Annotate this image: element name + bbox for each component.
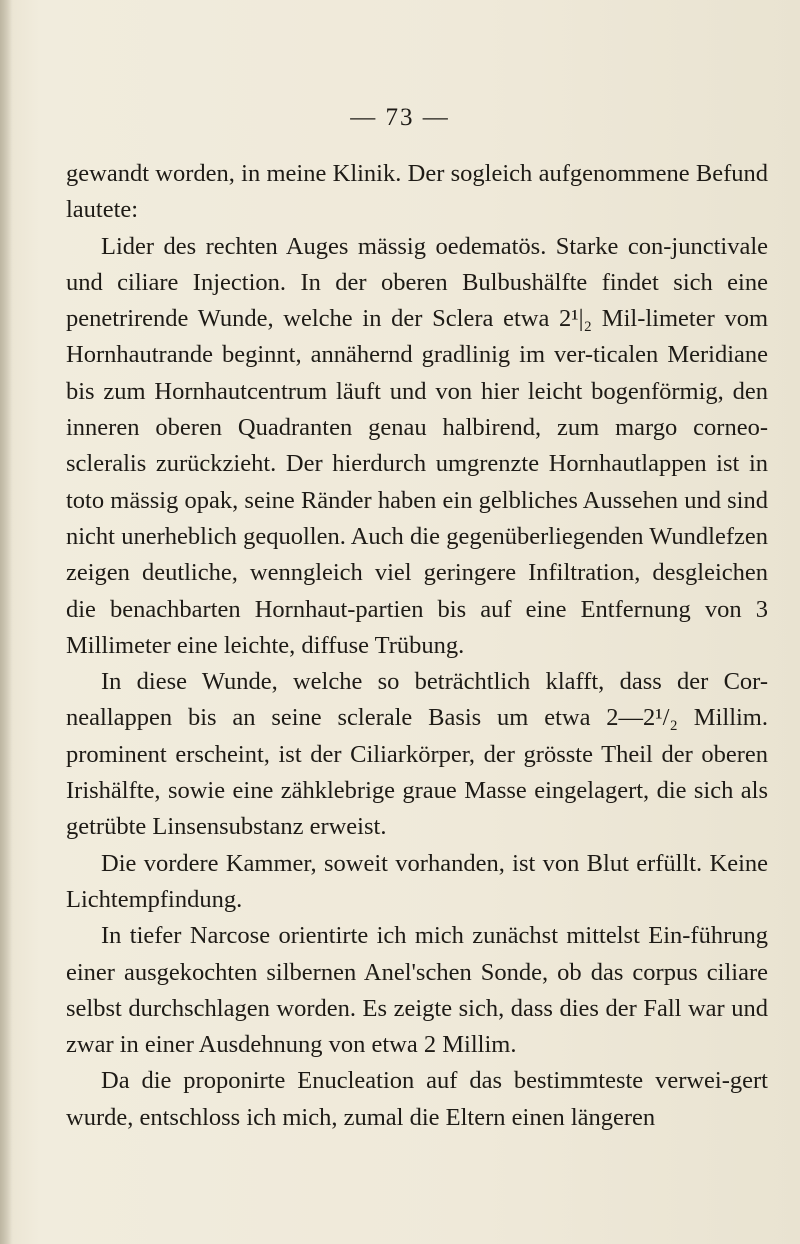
paragraph-3: In diese Wunde, welche so beträchtlich klafft, dass der Cor-neallappen bis an seine sclerale Basis um etwa 2—2¹/₂ Millim. prominent erscheint, ist der Ciliarkörper, der grösste Theil der oberen Irishälfte, sowie eine zähklebrige graue Masse eingelagert, die sich als getrübte Linsensubstanz erweist. bbox=[66, 668, 768, 841]
spine-shadow bbox=[0, 0, 12, 1244]
paragraph-2: Lider des rechten Auges mässig oedematös. Starke con-junctivale und ciliare Injection. In der oberen Bulbushälfte findet sich eine penetrirende Wunde, welche in der Sclera etwa 2¹|₂ Mil-limeter vom Hornhautrande beginnt, annähernd gradlinig im ver-ticalen Meridiane bis zum Hornhautcentrum läuft und von hier leicht bogenförmig, den inneren oberen Quadranten genau halbirend, zum margo corneo-scleralis zurückzieht. Der hierdurch umgrenzte Hornhautlappen ist in toto mässig opak, seine Ränder haben ein gelbliches Aussehen und sind nicht unerheblich gequollen. Auch die gegenüberliegenden Wundlefzen zeigen deutliche, wenngleich viel geringere Infiltration, desgleichen die benachbarten Hornhaut-partien bis auf eine Entfernung von 3 Millimeter eine leichte, diffuse Trübung. bbox=[66, 232, 768, 659]
page-number: — 73 — bbox=[350, 104, 450, 131]
paragraph-5: In tiefer Narcose orientirte ich mich zunächst mittelst Ein-führung einer ausgekochten silbernen Anel'schen Sonde, ob das corpus ciliare selbst durchschlagen worden. Es zeigte sich, dass dies der Fall war und zwar in einer Ausdehnung von etwa 2 Millim. bbox=[66, 922, 768, 1059]
paragraph-4: Die vordere Kammer, soweit vorhanden, ist von Blut erfüllt. Keine Lichtempfindung. bbox=[66, 849, 768, 913]
paragraph-1: gewandt worden, in meine Klinik. Der sogleich aufgenommene Befund lautete: bbox=[66, 160, 768, 224]
paragraph-6: Da die proponirte Enucleation auf das bestimmteste verwei-gert wurde, entschloss ich mich, zumal die Eltern einen längeren bbox=[66, 1067, 768, 1131]
body-text bbox=[66, 156, 768, 1136]
